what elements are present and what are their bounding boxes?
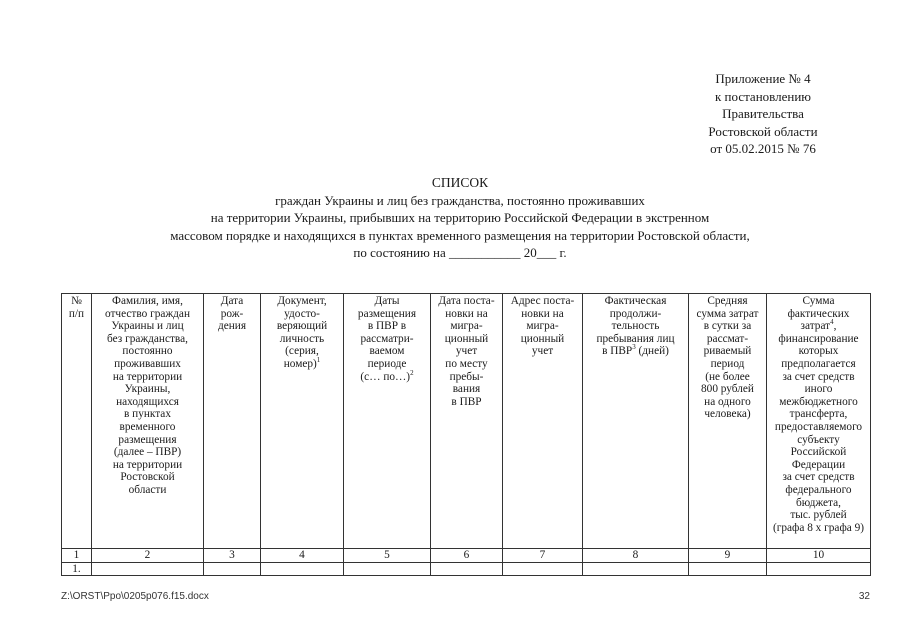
column-number-cell: 6: [431, 549, 503, 563]
column-number-cell: 2: [92, 549, 204, 563]
appendix-line-2: к постановлению: [714, 88, 812, 104]
table-cell: 1.: [62, 562, 92, 576]
table-cell: [767, 562, 871, 576]
table-row: [62, 562, 871, 576]
header-cell-registration-address: [503, 294, 583, 549]
header-text: Средняя сумма затрат в сутки за рассмат- риваемый период (не более 800 рублей на одного человека): [696, 295, 759, 421]
column-number-cell: 5: [344, 549, 431, 563]
column-number-cell: 7: [503, 549, 583, 563]
appendix-line-1: Приложение № 4: [715, 71, 811, 86]
table-cell: [344, 562, 431, 576]
table-cell: [92, 562, 204, 576]
header-text-post: , финансирование которых предполагается за счет средств иного межбюджетного трансферта, предоставляемого субъекту Российской Федерации за счет средств федерального бюджета, тыс. рублей (графа 8 х графа 9): [772, 320, 865, 534]
appendix-block: [668, 70, 858, 158]
header-cell-registration-date: [431, 294, 503, 549]
header-text: Фамилия, имя, отчество граждан Украины и лиц без гражданства, постоянно проживавших на территории Украины, находящихся в пунктах временного размещения (далее – ПВР) на территории Ростовской области: [104, 295, 190, 496]
header-cell-stay-duration: [583, 294, 689, 549]
table-cell: [204, 562, 261, 576]
citizens-list-table: [61, 293, 871, 576]
table-cell: [503, 562, 583, 576]
title-line-4: по состоянию на ___________ 20___ г.: [353, 245, 567, 261]
appendix-line-3: Правительства: [722, 106, 804, 121]
column-number-cell: 8: [583, 549, 689, 563]
title-line-1: граждан Украины и лиц без гражданства, постоянно проживавших: [275, 192, 645, 208]
header-cell-placement-dates: [344, 294, 431, 549]
column-number-cell: 9: [689, 549, 767, 563]
footer-file-path: Z:\ORST\Ppo\0205p076.f15.docx: [61, 591, 209, 602]
appendix-line-4: Ростовской области: [708, 123, 818, 139]
header-text-pre: Сумма фактических затрат: [787, 295, 850, 333]
table-cell: [261, 562, 344, 576]
column-number-row: [62, 549, 871, 563]
footer-page-number: 32: [858, 591, 870, 602]
table-cell: [583, 562, 689, 576]
appendix-line-5: от 05.02.2015 № 76: [710, 141, 816, 156]
column-number-cell: 4: [261, 549, 344, 563]
header-text-pre: Фактическая продолжи- тельность пребывания лиц в ПВР: [596, 295, 675, 358]
header-text: № п/п: [68, 295, 85, 320]
document-title-block: [60, 174, 860, 262]
header-text: Дата рож- дения: [217, 295, 247, 333]
title-line-2: на территории Украины, прибывших на территорию Российской Федерации в экстренном: [210, 210, 710, 226]
footnote-mark: 3: [632, 343, 636, 352]
header-text: Дата поста- новки на мигра- ционный учет по месту пребы- вания в ПВР: [438, 295, 495, 408]
footnote-mark: 4: [830, 318, 834, 327]
header-text: Адрес поста- новки на мигра- ционный учет: [510, 295, 575, 358]
header-cell-number: [62, 294, 92, 549]
header-cell-identity-document: [261, 294, 344, 549]
footnote-mark: 1: [316, 356, 321, 365]
header-cell-total-cost: [767, 294, 871, 549]
footnote-mark: 2: [410, 368, 414, 377]
header-cell-full-name: [92, 294, 204, 549]
column-number-cell: 1: [62, 549, 92, 563]
header-text: Документ, удосто- веряющий личность (серия, номер): [276, 295, 328, 370]
title-line-3: массовом порядке и находящихся в пунктах временного размещения на территории Ростовской области,: [170, 227, 750, 243]
header-cell-average-cost: [689, 294, 767, 549]
column-number-cell: 3: [204, 549, 261, 563]
header-cell-birth-date: [204, 294, 261, 549]
header-text: Даты размещения в ПВР в рассматри- ваемом периоде (с… по…): [357, 295, 417, 383]
table-header-row: [62, 294, 871, 549]
column-number-cell: 10: [767, 549, 871, 563]
header-text-post: (дней): [635, 345, 669, 358]
table-cell: [689, 562, 767, 576]
table-cell: [431, 562, 503, 576]
document-title: СПИСОК: [431, 175, 489, 190]
